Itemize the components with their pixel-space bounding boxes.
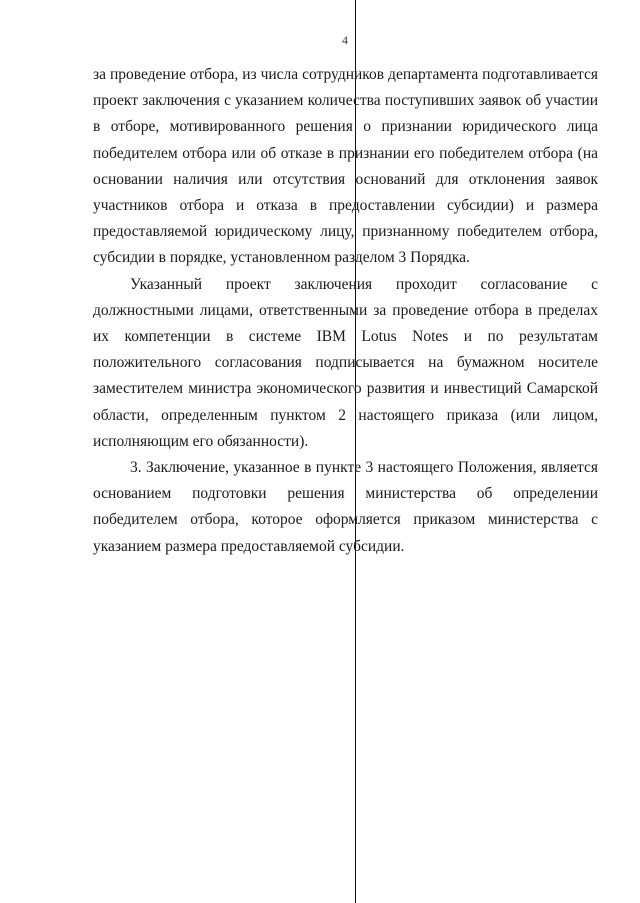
document-body [93,62,598,560]
paragraph-item-3: 3. Заключение, указанное в пункте 3 настоящего Положения, является основанием подготовки решения министерства об определении победителем отбора, которое оформляется приказом министерства с указанием размера предоставляемой субсидии. [93,459,598,555]
paragraph-continuation: за проведение отбора, из числа сотрудников департамента подготавливается проект заключения с указанием количества поступивших заявок об участии в отборе, мотивированного решения о признании юридического лица победителем отбора или об отказе в признании его победителем отбора (на основании наличия или отсутствия оснований для отклонения заявок участников отбора и отказа в предоставлении субсидии) и размера предоставляемой юридическому лицу, признанному победителем отбора, субсидии в порядке, установленном разделом 3 Порядка. [93,66,598,267]
page-number: 4 [342,33,348,47]
paragraph-approval: Указанный проект заключения проходит согласование с должностными лицами, ответственными за проведение отбора в пределах их компетенции в системе IBM Lotus Notes и по результатам положительного согласования подписывается на бумажном носителе заместителем министра экономического развития и инвестиций Самарской области, определенным пунктом 2 настоящего приказа (или лицом, исполняющим его обязанности). [93,275,598,450]
